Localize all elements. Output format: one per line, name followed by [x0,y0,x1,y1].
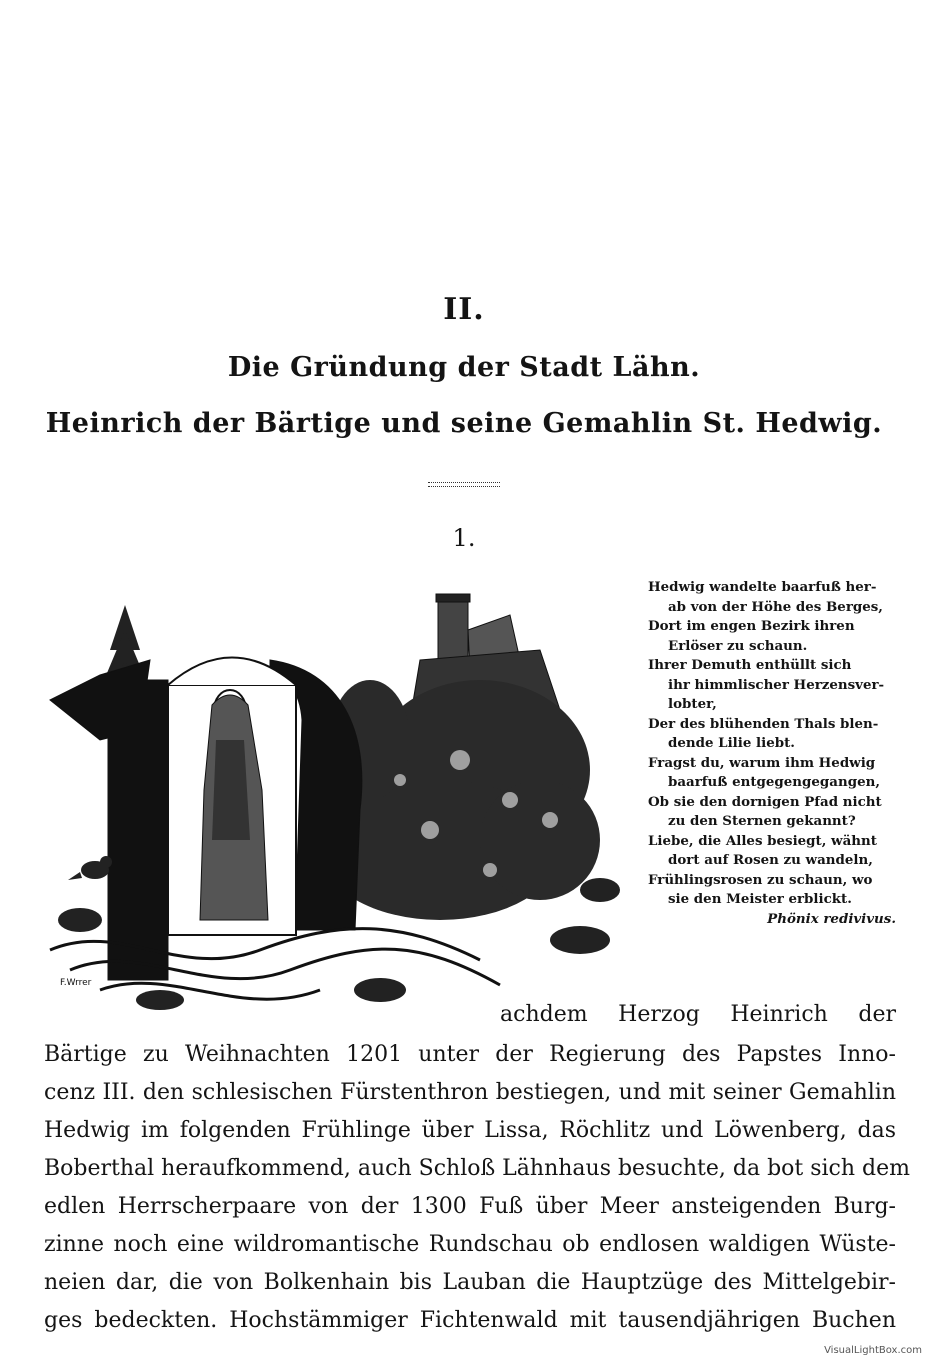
poem-line: Der des blühenden Thals blen- [648,715,879,732]
foliage-icon [320,680,600,920]
poem-line: Dort im engen Bezirk ihren [648,618,855,634]
body-line: edlen Herrscherpaare von der 1300 Fuß über Meer ansteigenden Burg- [44,1194,896,1219]
body-line: Hedwig im folgenden Frühlinge über Lissa, Röchlitz und Löwenberg, das [44,1118,896,1143]
body-line: Bärtige zu Weihnachten 1201 unter der Regierung des Papstes Inno- [44,1042,896,1067]
poem-line: baarfuß entgegengegangen, [668,774,880,790]
bird-icon [68,856,112,880]
poem-line: Hedwig wandelte baarfuß her- [648,579,877,595]
saint-figure-icon [168,658,296,936]
poem-line: Frühlingsrosen zu schaun, wo [648,871,873,888]
poem-line: zu den Sternen gekannt? [668,813,856,829]
ornamental-divider [428,482,500,487]
body-line: neien dar, die von Bolkenhain bis Lauban die Hauptzüge des Mittelgebir- [44,1270,896,1295]
poem-line: Ihrer Demuth enthüllt sich [648,657,852,673]
epigraph-poem [648,578,896,929]
body-line: ges bedeckten. Hochstämmiger Fichtenwald mit tausendjährigen Buchen [44,1308,896,1333]
watermark: VisualLightBox.com [824,1345,922,1356]
poem-line: ihr himmlischer Herzensver- [668,676,885,693]
illuminated-initial-N-icon [40,590,640,1030]
body-first-line: achdem Herzog Heinrich der [500,1002,896,1027]
poem-line: dende Lilie liebt. [668,735,795,751]
poem-line: ab von der Höhe des Berges, [668,598,883,615]
body-line: Boberthal heraufkommend, auch Schloß Lähnhaus besuchte, da bot sich dem [44,1156,911,1181]
body-line: cenz III. den schlesischen Fürstenthron bestiegen, und mit seiner Gemahlin [44,1080,896,1105]
chapter-title-line-1: Die Gründung der Stadt Lähn. [227,352,701,383]
poem-line: sie den Meister erblickt. [668,891,852,907]
poem-line: Fragst du, warum ihm Hedwig [648,754,876,771]
poem-line: Liebe, die Alles besiegt, wähnt [648,832,877,849]
poem-line: Ob sie den dornigen Pfad nicht [648,793,882,810]
poem-attribution: Phönix redivivus. [767,910,896,927]
poem-line: dort auf Rosen zu wandeln, [668,852,873,868]
body-line: zinne noch eine wildromantische Rundschau ob endlosen waldigen Wüste- [44,1232,896,1257]
chapter-number: II. [443,292,485,327]
illustrator-signature: F.Wrrer [60,978,92,988]
chapter-title-line-2: Heinrich der Bärtige und seine Gemahlin St. Hedwig. [45,408,883,439]
section-number: 1. [452,524,476,552]
poem-line: lobter, [668,696,717,712]
poem-line: Erlöser zu schaun. [668,637,808,654]
